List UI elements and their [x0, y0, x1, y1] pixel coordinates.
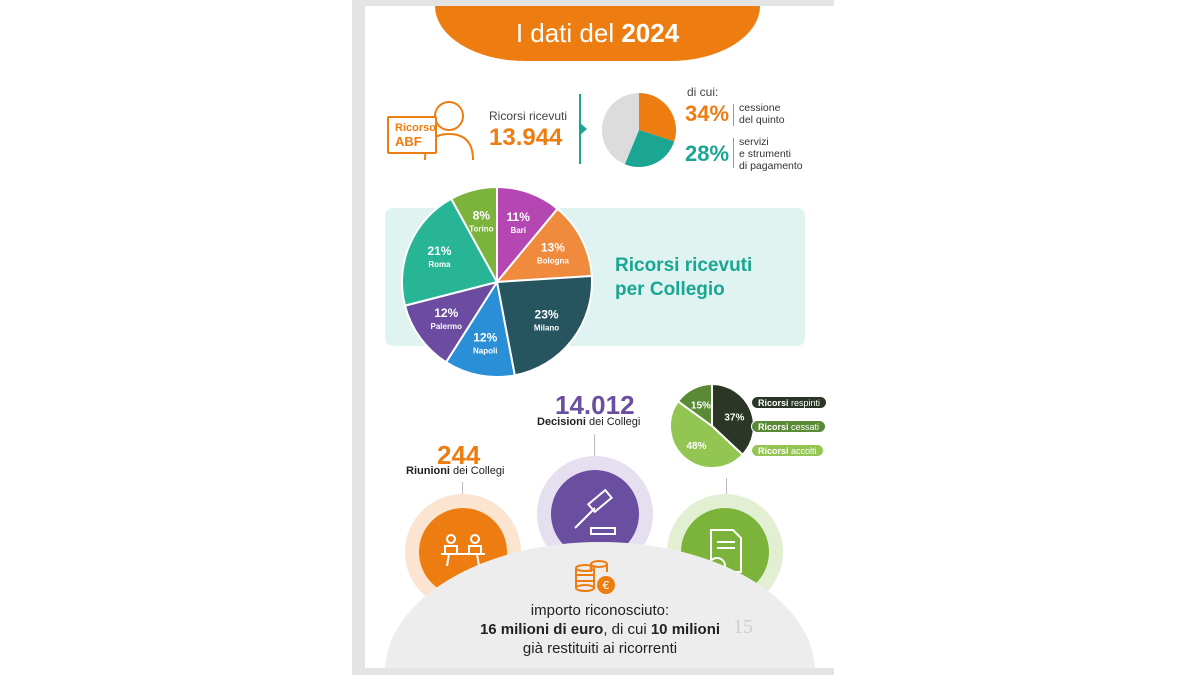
infographic-page: [365, 6, 835, 668]
pie-pct-label: 21%: [427, 244, 452, 259]
received-value: 13.944: [489, 124, 563, 151]
desc-cessione: cessione del quinto: [739, 102, 785, 126]
legend-cessati: Ricorsi cessati: [751, 420, 826, 433]
legend-accolti: Ricorsi accolti: [751, 444, 824, 457]
decisioni-value: 14.012: [555, 390, 635, 420]
pie-name-label: Palermo: [430, 321, 463, 331]
pie-pct-label: 11%: [506, 210, 530, 225]
pie-pct-label: 13%: [540, 240, 565, 255]
pie-pct-label: 23%: [534, 307, 559, 322]
pie-pct-label: 8%: [472, 208, 491, 223]
pie-pct-label: 15%: [690, 400, 711, 412]
page-number: 15: [733, 616, 753, 638]
collegio-pie: [399, 184, 595, 380]
pie-name-label: Roma: [428, 260, 451, 270]
importo-line2: 16 milioni di euro, di cui 10 milioni: [479, 621, 721, 638]
pie-pct-label: 48%: [686, 440, 707, 452]
importo-line1: importo riconosciuto:: [530, 602, 670, 619]
pie-name-label: Milano: [533, 323, 560, 333]
chevron-right-icon: [579, 122, 589, 136]
received-label: Ricorsi ricevuti: [489, 109, 568, 123]
svg-text:€: €: [602, 579, 610, 592]
separator: [733, 104, 734, 126]
euro-coins-icon: [573, 558, 619, 598]
di-cui-label: di cui:: [687, 85, 719, 99]
riunioni-caption: Riunioni dei Collegi: [406, 465, 505, 477]
pie-pct-label: 37%: [724, 412, 745, 424]
separator: [733, 138, 734, 168]
pie-pct-label: 12%: [434, 305, 459, 320]
ricorso-abf-label: Ricorso ABF: [387, 116, 437, 154]
esiti-pie: [668, 382, 756, 470]
decisioni-caption: Decisioni dei Collegi: [537, 416, 641, 428]
desc-servizi: servizi e strumenti di pagamento: [739, 136, 803, 172]
riunioni-value: 244: [437, 440, 481, 470]
legend-respinti: Ricorsi respinti: [751, 396, 827, 409]
pie-name-label: Napoli: [473, 346, 498, 356]
importo-line3: già restituiti ai ricorrenti: [522, 640, 678, 657]
page-title: I dati del 2024: [515, 18, 680, 48]
pie-pct-label: 12%: [473, 330, 498, 345]
collegio-title: Ricorsi ricevuti per Collegio: [615, 255, 753, 300]
pct-servizi: 28%: [685, 141, 730, 166]
pie-name-label: Bologna: [536, 256, 569, 266]
pie-name-label: Bari: [510, 226, 527, 236]
di-cui-pie: [599, 90, 679, 170]
pct-cessione: 34%: [685, 101, 730, 126]
pie-name-label: Torino: [469, 224, 494, 234]
